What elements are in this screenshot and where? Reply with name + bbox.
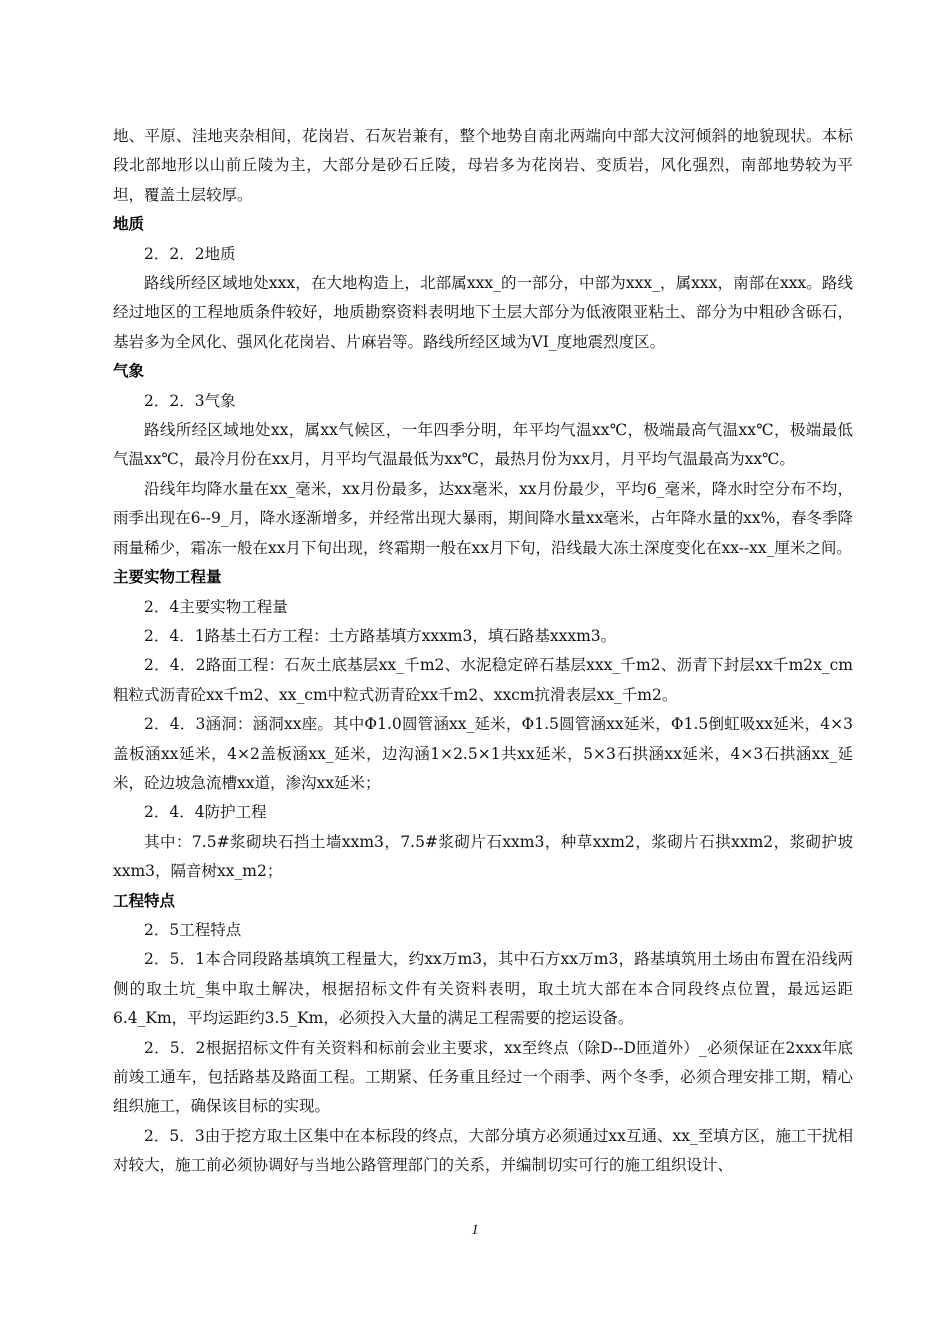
subsection-title: 2．5工程特点	[144, 920, 242, 939]
paragraph: 沿线年均降水量在xx_毫米，xx月份最多，达xx毫米，xx月份最少，平均6_毫米，降水时空分布不均，雨季出现在6--9_月，降水逐渐增多，并经常出现大暴雨，期间降水量xx毫米，占年降水量的xx%，春冬季降雨量稀少，霜冻一般在xx月下旬出现，终霜期一般在xx月下旬，沿线最大冻土深度变化在xx--xx_厘米之间。	[113, 479, 853, 557]
subsection-title: 2．4主要实物工程量	[144, 597, 288, 616]
subsection-title: 2．4．4防护工程	[144, 803, 267, 822]
subsection-title: 2．2．3气象	[144, 391, 236, 410]
subsection-title: 2．2．2地质	[144, 244, 236, 263]
section-heading: 主要实物工程量	[113, 568, 222, 587]
section-heading: 地质	[113, 215, 145, 234]
paragraph: 2．4．1路基土石方工程：土方路基填方xxxm3，填石路基xxxm3。	[144, 626, 617, 645]
paragraph: 地、平原、洼地夹杂相间，花岗岩、石灰岩兼有，整个地势自南北两端向中部大汶河倾斜的地貌现状。本标段北部地形以山前丘陵为主，大部分是砂石丘陵，母岩多为花岗岩、变质岩，风化强烈，南部地势较为平坦，覆盖土层较厚。	[113, 127, 853, 204]
paragraph: 2．5．3由于挖方取土区集中在本标段的终点，大部分填方必须通过xx互通、xx_至填方区，施工干扰相对较大，施工前必须协调好与当地公路管理部门的关系，并编制切实可行的施工组织设计、	[113, 1126, 853, 1175]
paragraph: 路线所经区域地处xx，属xx气候区，一年四季分明，年平均气温xx℃，极端最高气温xx℃，极端最低气温xx℃，最冷月份在xx月，月平均气温最低为xx℃，最热月份为xx月，月平均气温最高为xx℃。	[113, 421, 853, 469]
paragraph: 其中：7.5#浆砌块石挡土墙xxm3，7.5#浆砌片石xxm3，种草xxm2，浆砌片石拱xxm2，浆砌护坡xxm3，隔音树xx_m2；	[113, 832, 853, 881]
section-heading: 工程特点	[113, 891, 176, 910]
paragraph: 2．4．2路面工程：石灰土底基层xx_千m2、水泥稳定碎石基层xxx_千m2、沥青下封层xx千m2x_cm粗粒式沥青砼xx千m2、xx_cm中粒式沥青砼xx千m2、xxcm抗滑表层xx_千m2。	[113, 656, 853, 704]
paragraph: 2．5．1本合同段路基填筑工程量大，约xx万m3，其中石方xx万m3，路基填筑用土场由布置在沿线两侧的取土坑_集中取土解决，根据招标文件有关资料表明，取土坑大部在本合同段终点位置，最远运距6.4_Km，平均运距约3.5_Km，必须投入大量的满足工程需要的挖运设备。	[113, 950, 853, 1028]
paragraph: 2．4．3涵洞：涵洞xx座。其中Φ1.0圆管涵xx_延米，Φ1.5圆管涵xx延米，Φ1.5倒虹吸xx延米，4×3盖板涵xx延米，4×2盖板涵xx_延米，边沟涵1×2.5×1共xx延米，5×3石拱涵xx延米，4×3石拱涵xx_延米，砼边坡急流槽xx道，渗沟xx延米；	[113, 715, 853, 792]
page-number: 1	[471, 1222, 479, 1238]
section-heading: 气象	[113, 362, 145, 381]
paragraph: 路线所经区域地处xxx，在大地构造上，北部属xxx_的一部分，中部为xxx_，属xxx，南部在xxx。路线经过地区的工程地质条件较好，地质勘察资料表明地下土层大部分为低液限亚粘土、部分为中粗砂含砾石，基岩多为全风化、强风化花岗岩、片麻岩等。路线所经区域为VI_度地震烈度区。	[113, 274, 853, 351]
document-body	[113, 122, 853, 1181]
paragraph: 2．5．2根据招标文件有关资料和标前会业主要求，xx至终点（除D--D匝道外）_必须保证在2xxx年底前竣工通车，包括路基及路面工程。工期紧、任务重且经过一个雨季、两个冬季，必须合理安排工期，精心组织施工，确保该目标的实现。	[113, 1038, 853, 1116]
